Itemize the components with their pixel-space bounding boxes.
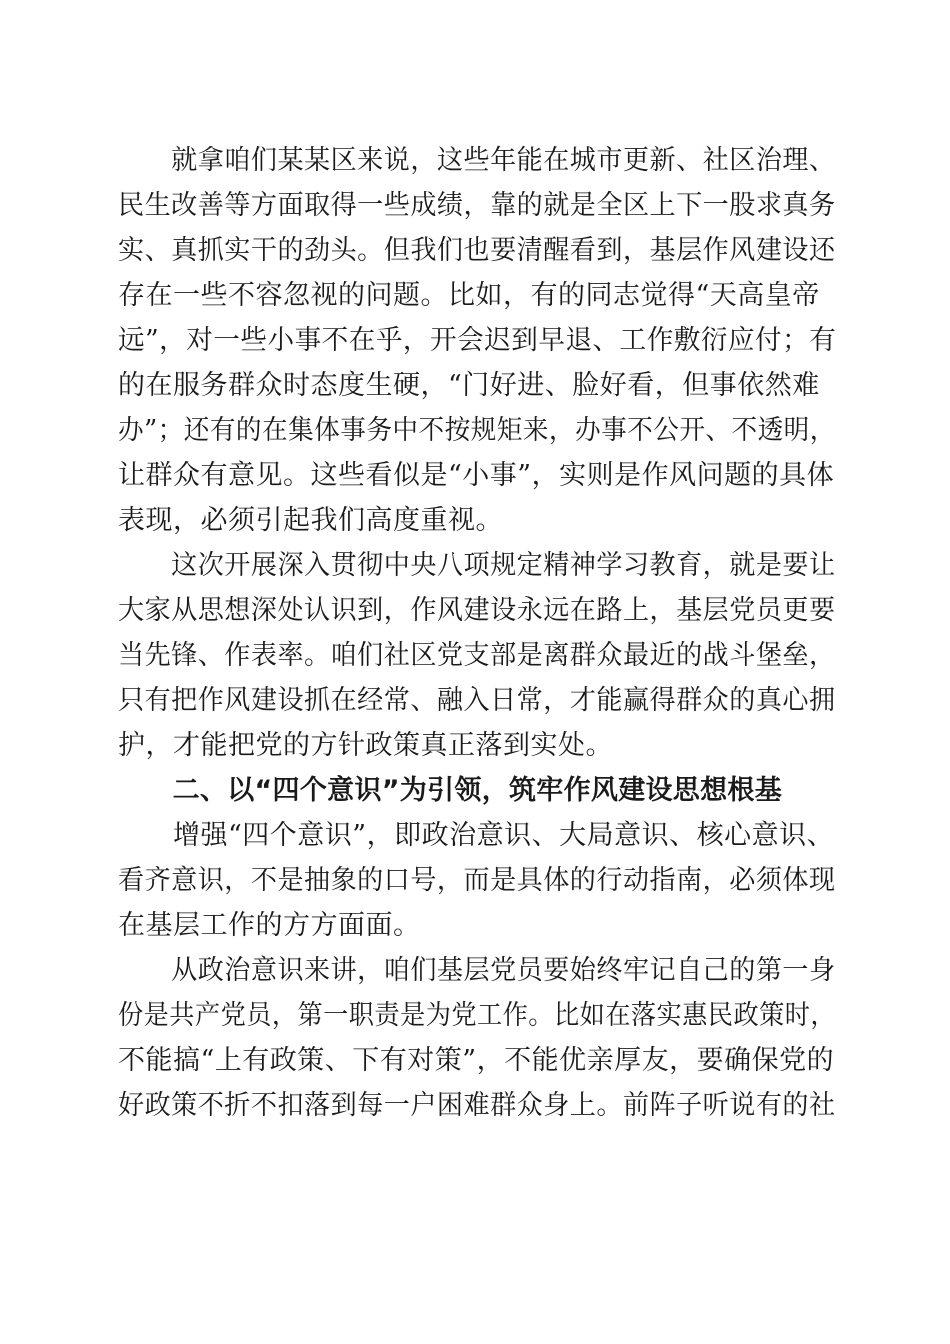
- text-line: 远”，对一些小事不在乎，开会迟到早退、工作敷衍应付；有: [118, 325, 837, 356]
- text-line: 从政治意识来讲，咱们基层党员要始终牢记自己的第一身: [118, 955, 836, 986]
- text-line: 实、真抓实干的劲头。但我们也要清醒看到，基层作风建设还: [118, 235, 836, 266]
- text-line: 不能搞“上有政策、下有对策”，不能优亲厚友，要确保党的: [118, 1045, 835, 1076]
- text-line: 存在一些不容忽视的问题。比如，有的同志觉得“天高皇帝: [118, 280, 820, 311]
- text-line: 让群众有意见。这些看似是“小事”，实则是作风问题的具体: [118, 460, 835, 491]
- text-line: 办”；还有的在集体事务中不按规矩来，办事不公开、不透明，: [118, 415, 836, 446]
- text-line: 份是共产党员，第一职责是为党工作。比如在落实惠民政策时，: [118, 1000, 837, 1031]
- text-line: 表现，必须引起我们高度重视。: [118, 505, 503, 536]
- text-line: 的在服务群众时态度生硬，“门好进、脸好看，但事依然难: [118, 370, 820, 401]
- text-line: 大家从思想深处认识到，作风建设永远在路上，基层党员更要: [118, 595, 836, 626]
- text-line: 民生改善等方面取得一些成绩，靠的就是全区上下一股求真务: [118, 190, 836, 221]
- text-line: 增强“四个意识”，即政治意识、大局意识、核心意识、: [118, 820, 835, 851]
- section-heading: 二、以“四个意识”为引领，筑牢作风建设思想根基: [118, 775, 782, 806]
- text-line: 在基层工作的方方面面。: [118, 910, 421, 941]
- text-line: 这次开展深入贯彻中央八项规定精神学习教育，就是要让: [118, 550, 836, 581]
- text-line: 看齐意识，不是抽象的口号，而是具体的行动指南，必须体现: [118, 865, 836, 896]
- text-line: 好政策不折不扣落到每一户困难群众身上。前阵子听说有的社: [118, 1090, 836, 1121]
- text-line: 当先锋、作表率。咱们社区党支部是离群众最近的战斗堡垒，: [118, 640, 836, 671]
- text-line: 就拿咱们某某区来说，这些年能在城市更新、社区治理、: [118, 145, 836, 176]
- text-line: 只有把作风建设抓在经常、融入日常，才能赢得群众的真心拥: [118, 685, 836, 716]
- text-line: 护，才能把党的方针政策真正落到实处。: [118, 730, 613, 761]
